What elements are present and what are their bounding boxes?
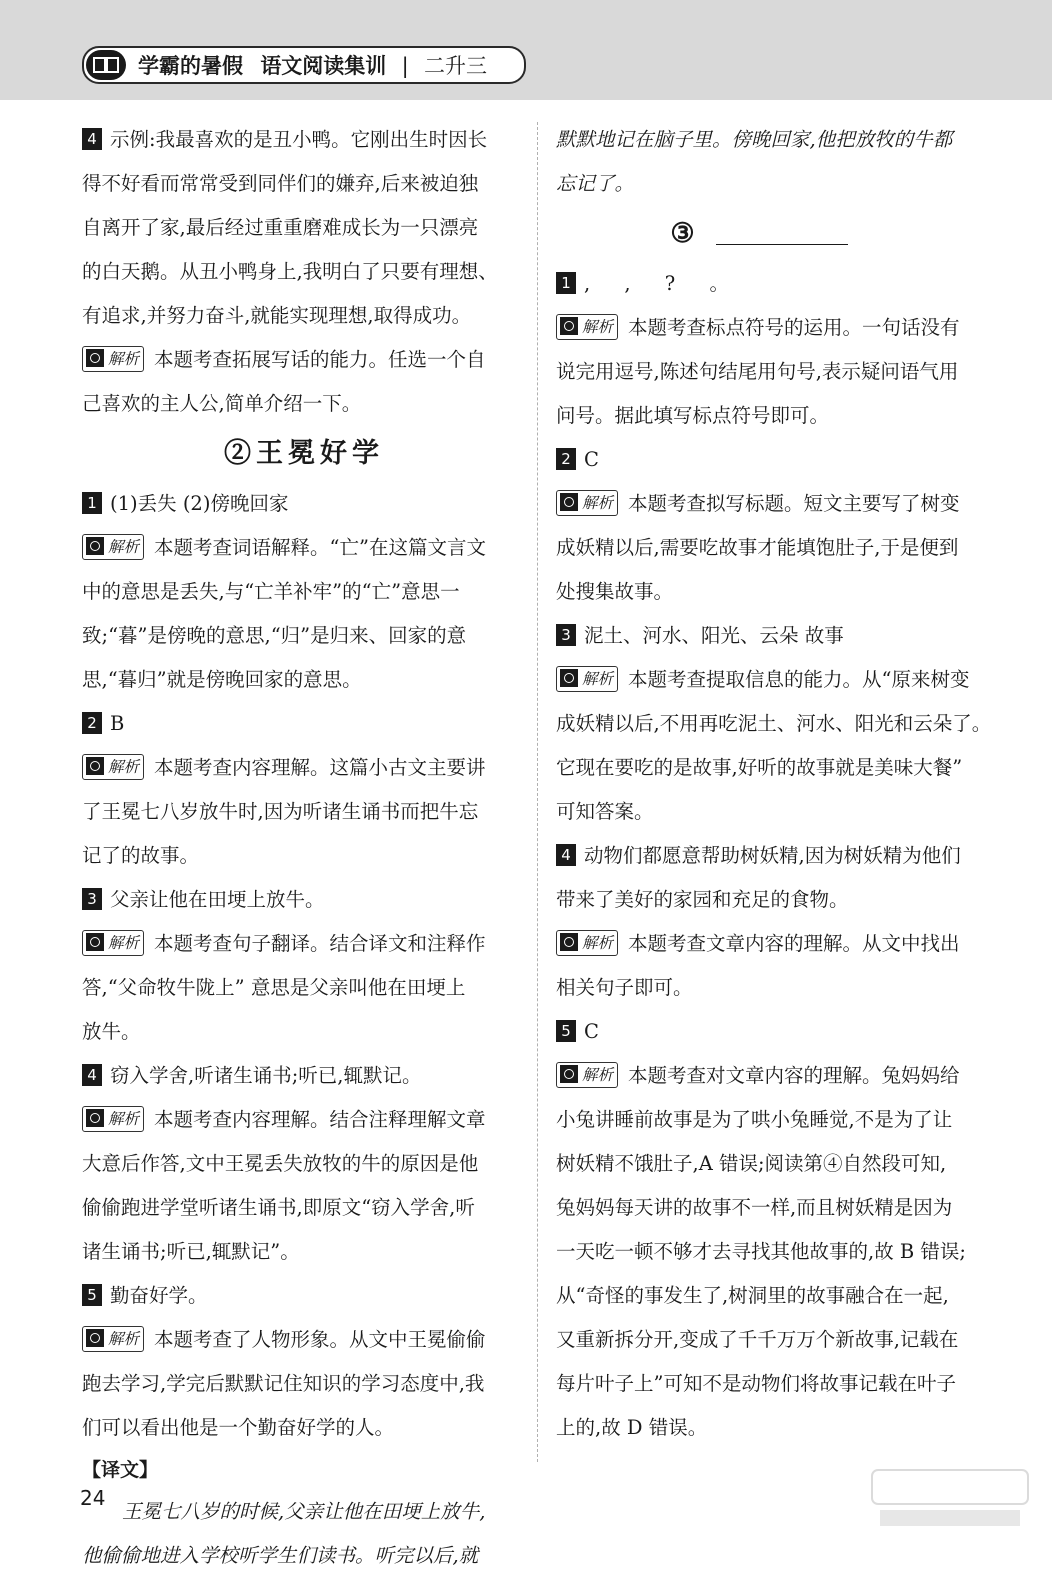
analysis-line: 成妖精以后,需要吃故事才能填饱肚子,于是便到	[556, 536, 959, 559]
answer-text: C	[584, 1020, 599, 1043]
analysis-line: 树妖精不饿肚子,A 错误;阅读第④自然段可知,	[556, 1152, 947, 1175]
analysis-icon	[560, 933, 578, 951]
analysis-text: 本题考查内容理解。结合注释理解文章	[154, 1108, 486, 1131]
answer-line	[82, 482, 526, 526]
answer-line: 有追求,并努力奋斗,就能实现理想,取得成功。	[82, 304, 472, 327]
analysis-line: 兔妈妈每天讲的故事不一样,而且树妖精是因为	[556, 1196, 953, 1219]
analysis-tag: 解析	[82, 1106, 144, 1132]
analysis-tag: 解析	[556, 1062, 618, 1088]
analysis-line	[556, 482, 1002, 526]
analysis-line: 它现在要吃的是故事,好听的故事就是美味大餐”	[556, 756, 963, 779]
answer-line	[556, 438, 1002, 482]
question-number: 2	[556, 448, 576, 470]
answer-text: 勤奋好学。	[110, 1284, 208, 1307]
left-column	[82, 118, 526, 1578]
analysis-line: 了王冕七八岁放牛时,因为听诸生诵书而把牛忘	[82, 800, 479, 823]
book-title: 学霸的暑假	[138, 54, 243, 78]
analysis-line: 记了的故事。	[82, 844, 200, 867]
page-number: 24	[80, 1486, 106, 1510]
analysis-text: 本题考查拟写标题。短文主要写了树变	[628, 492, 960, 515]
answer-line	[82, 118, 526, 162]
analysis-text: 本题考查了人物形象。从文中王冕偷偷	[154, 1328, 486, 1351]
analysis-icon	[86, 1329, 104, 1347]
grade-label: 二升三	[424, 54, 488, 78]
question-number: 4	[82, 128, 102, 150]
question-number: 3	[556, 624, 576, 646]
translation-line: 默默地记在脑子里。傍晚回家,他把放牧的牛都	[556, 128, 953, 151]
header-text	[138, 50, 487, 80]
analysis-line: 思,“暮归”就是傍晚回家的意思。	[82, 668, 362, 691]
analysis-icon	[560, 669, 578, 687]
analysis-line	[556, 922, 1002, 966]
analysis-line: 说完用逗号,陈述句结尾用句号,表示疑问语气用	[556, 360, 959, 383]
analysis-tag: 解析	[82, 1326, 144, 1352]
section-title: ②王冕好学	[224, 438, 384, 469]
analysis-line: 跑去学习,学完后默默记住知识的学习态度中,我	[82, 1372, 485, 1395]
answer-text: 窃入学舍,听诸生诵书;听已,辄默记。	[110, 1064, 422, 1087]
analysis-line: 答,“父命牧牛陇上” 意思是父亲叫他在田埂上	[82, 976, 466, 999]
title-blank	[716, 224, 848, 245]
question-number: 5	[556, 1020, 576, 1042]
analysis-icon	[86, 537, 104, 555]
question-number: 2	[82, 712, 102, 734]
analysis-text: 本题考查标点符号的运用。一句话没有	[628, 316, 960, 339]
analysis-line	[556, 306, 1002, 350]
book-subtitle: 语文阅读集训	[260, 54, 387, 78]
analysis-icon	[86, 349, 104, 367]
analysis-text: 本题考查内容理解。这篇小古文主要讲	[154, 756, 486, 779]
analysis-line: 大意后作答,文中王冕丢失放牧的牛的原因是他	[82, 1152, 479, 1175]
answer-text: 父亲让他在田埂上放牛。	[110, 888, 325, 911]
analysis-line: 中的意思是丢失,与“亡羊补牢”的“亡”意思一	[82, 580, 460, 603]
translation-line: 忘记了。	[556, 172, 635, 195]
analysis-icon	[560, 1065, 578, 1083]
translation-line: 他偷偷地进入学校听学生们读书。听完以后,就	[82, 1544, 479, 1567]
analysis-line: 小兔讲睡前故事是为了哄小兔睡觉,不是为了让	[556, 1108, 953, 1131]
analysis-tag: 解析	[82, 930, 144, 956]
question-number: 5	[82, 1284, 102, 1306]
translation-heading: 【译文】	[82, 1459, 159, 1481]
question-number: 1	[556, 272, 576, 294]
analysis-line	[82, 746, 526, 790]
analysis-line	[556, 1054, 1002, 1098]
analysis-text: 本题考查对文章内容的理解。兔妈妈给	[628, 1064, 960, 1087]
header-title-bar	[82, 46, 526, 84]
analysis-line: 每片叶子上”可知不是动物们将故事记载在叶子	[556, 1372, 956, 1395]
analysis-icon	[86, 933, 104, 951]
analysis-line: 成妖精以后,不用再吃泥土、河水、阳光和云朵了。	[556, 712, 992, 735]
analysis-line: 上的,故 D 错误。	[556, 1416, 708, 1439]
answer-line: 自离开了家,最后经过重重磨难成长为一只漂亮	[82, 216, 479, 239]
analysis-line: 放牛。	[82, 1020, 141, 1043]
analysis-line	[82, 1098, 526, 1142]
answer-line	[82, 1054, 526, 1098]
answer-text: , , ? 。	[584, 272, 743, 295]
analysis-line: 己喜欢的主人公,简单介绍一下。	[82, 392, 362, 415]
analysis-tag: 解析	[556, 666, 618, 692]
answer-line: 得不好看而常常受到同伴们的嫌弃,后来被迫独	[82, 172, 479, 195]
analysis-line	[82, 1318, 526, 1362]
analysis-line: 们可以看出他是一个勤奋好学的人。	[82, 1416, 395, 1439]
analysis-tag: 解析	[556, 490, 618, 516]
analysis-tag: 解析	[82, 754, 144, 780]
answer-line	[556, 1010, 1002, 1054]
header-separator: |	[401, 54, 409, 78]
analysis-line: 问号。据此填写标点符号即可。	[556, 404, 830, 427]
analysis-text: 本题考查文章内容的理解。从文中找出	[628, 932, 960, 955]
watermark-logo	[870, 1466, 1030, 1530]
right-column	[556, 118, 1002, 1450]
question-number: 4	[556, 844, 576, 866]
section-title	[556, 206, 1002, 262]
question-number: 1	[82, 492, 102, 514]
answer-text: 泥土、河水、阳光、云朵 故事	[584, 624, 844, 647]
analysis-line	[82, 526, 526, 570]
analysis-line: 诸生诵书;听已,辄默记”。	[82, 1240, 300, 1263]
analysis-icon	[86, 1109, 104, 1127]
analysis-tag: 解析	[556, 930, 618, 956]
answer-line: 带来了美好的家园和充足的食物。	[556, 888, 849, 911]
analysis-text: 本题考查提取信息的能力。从“原来树变	[628, 668, 970, 691]
translation-line: 王冕七八岁的时候,父亲让他在田埂上放牛,	[122, 1500, 486, 1523]
book-icon	[86, 50, 126, 80]
analysis-line: 相关句子即可。	[556, 976, 693, 999]
answer-text: C	[584, 448, 599, 471]
answer-line	[82, 1274, 526, 1318]
answer-text: 动物们都愿意帮助树妖精,因为树妖精为他们	[584, 844, 961, 867]
answer-line	[556, 834, 1002, 878]
answer-line	[556, 262, 1002, 306]
answer-text: 示例:我最喜欢的是丑小鸭。它刚出生时因长	[110, 128, 488, 151]
question-number: 4	[82, 1064, 102, 1086]
answer-line	[556, 614, 1002, 658]
analysis-line: 致;“暮”是傍晚的意思,“归”是归来、回家的意	[82, 624, 467, 647]
answer-text: B	[110, 712, 125, 735]
analysis-icon	[560, 317, 578, 335]
analysis-line	[82, 922, 526, 966]
question-number: 3	[82, 888, 102, 910]
section-number: ③	[670, 218, 700, 249]
analysis-line: 偷偷跑进学堂听诸生诵书,即原文“窃入学舍,听	[82, 1196, 475, 1219]
analysis-line	[556, 658, 1002, 702]
answer-text: (1)丢失 (2)傍晚回家	[110, 492, 289, 515]
analysis-line: 从“奇怪的事发生了,树洞里的故事融合在一起,	[556, 1284, 949, 1307]
analysis-line: 处搜集故事。	[556, 580, 674, 603]
analysis-line: 可知答案。	[556, 800, 654, 823]
analysis-text: 本题考查拓展写话的能力。任选一个自	[154, 348, 486, 371]
analysis-line	[82, 338, 526, 382]
analysis-line: 一天吃一顿不够才去寻找其他故事的,故 B 错误;	[556, 1240, 966, 1263]
analysis-tag: 解析	[82, 534, 144, 560]
column-divider	[537, 122, 538, 1462]
analysis-text: 本题考查句子翻译。结合译文和注释作	[154, 932, 486, 955]
analysis-icon	[86, 757, 104, 775]
analysis-icon	[560, 493, 578, 511]
analysis-tag: 解析	[556, 314, 618, 340]
analysis-line: 又重新拆分开,变成了千千万万个新故事,记载在	[556, 1328, 959, 1351]
analysis-text: 本题考查词语解释。“亡”在这篇文言文	[154, 536, 486, 559]
answer-line: 的白天鹅。从丑小鸭身上,我明白了只要有理想、	[82, 260, 498, 283]
answer-line	[82, 702, 526, 746]
analysis-tag: 解析	[82, 346, 144, 372]
answer-line	[82, 878, 526, 922]
